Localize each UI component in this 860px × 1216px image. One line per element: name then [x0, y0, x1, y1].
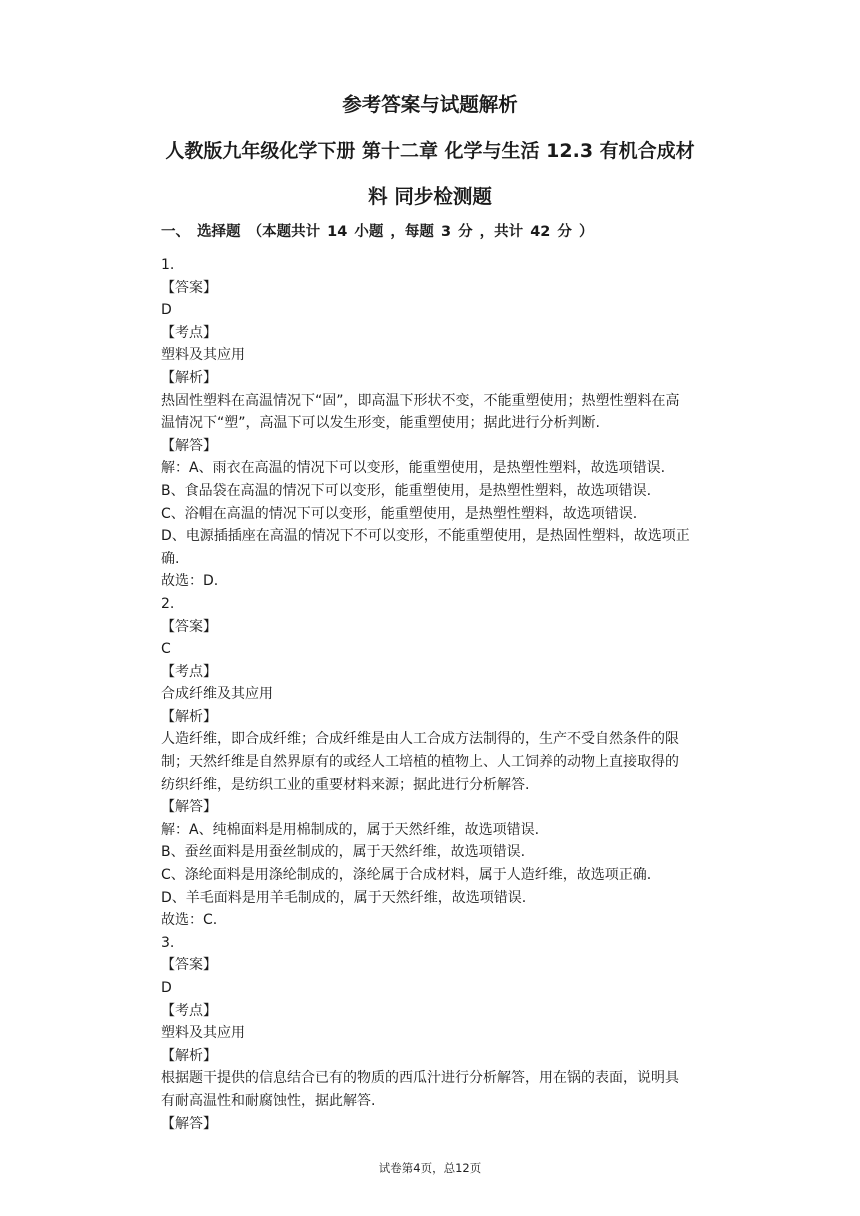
page-footer: 试卷第4页，总12页	[378, 1161, 482, 1175]
content-line: 确.	[161, 550, 180, 567]
content-line: D、羊毛面料是用羊毛制成的，属于天然纤维，故选项错误.	[161, 889, 527, 906]
title-block	[0, 82, 860, 220]
content-line: 【答案】	[161, 279, 217, 296]
content-line: 2.	[161, 595, 175, 612]
content-line: 【解析】	[161, 708, 217, 725]
content-line: 塑料及其应用	[161, 347, 245, 364]
content-line: C、浴帽在高温的情况下可以变形，能重塑使用，是热塑性塑料，故选项错误.	[161, 505, 638, 522]
content-line: 【解析】	[161, 369, 217, 386]
document-title: 参考答案与试题解析	[342, 93, 518, 116]
content-line: D、电源插插座在高温的情况下不可以变形，不能重塑使用，是热固性塑料，故选项正	[161, 528, 690, 545]
content-line: 3.	[161, 934, 175, 951]
content-line: C	[161, 641, 171, 658]
content-line: 故选：C.	[161, 912, 218, 929]
content-line: 温情况下“塑”，高温下可以发生形变，能重塑使用；据此进行分析判断.	[161, 415, 600, 432]
content-line: 【考点】	[161, 663, 217, 680]
content-line: 纺织纤维，是纺织工业的重要材料来源；据此进行分析解答.	[161, 776, 530, 793]
section-heading: 一、 选择题 （本题共计 14 小题 ，每题 3 分 ，共计 42 分 ）	[161, 224, 594, 240]
content-line: 【考点】	[161, 1002, 217, 1019]
content-line: 解：A、纯棉面料是用棉制成的，属于天然纤维，故选项错误.	[161, 821, 540, 838]
answer-content	[161, 254, 751, 1135]
content-line: 有耐高温性和耐腐蚀性，据此解答.	[161, 1092, 376, 1109]
content-line: 根据题干提供的信息结合已有的物质的西瓜汁进行分析解答，用在锅的表面，说明具	[161, 1070, 679, 1087]
content-line: B、蚕丝面料是用蚕丝制成的，属于天然纤维，故选项错误.	[161, 844, 526, 861]
content-line: 人造纤维，即合成纤维；合成纤维是由人工合成方法制得的，生产不受自然条件的限	[161, 731, 679, 748]
content-line: 制；天然纤维是自然界原有的或经人工培植的植物上、人工饲养的动物上直接取得的	[161, 754, 679, 771]
content-line: C、涤纶面料是用涤纶制成的，涤纶属于合成材料，属于人造纤维，故选项正确.	[161, 867, 652, 884]
content-line: 合成纤维及其应用	[161, 686, 273, 703]
content-line: 【答案】	[161, 618, 217, 635]
document-subtitle-line-2: 料 同步检测题	[368, 185, 492, 208]
content-line: 故选：D.	[161, 573, 219, 590]
content-line: 【解答】	[161, 1115, 217, 1132]
content-line: 1.	[161, 257, 175, 273]
content-line: 【解析】	[161, 1047, 217, 1064]
content-line: 塑料及其应用	[161, 1025, 245, 1042]
content-line: D	[161, 980, 172, 996]
content-line: 【解答】	[161, 437, 217, 454]
content-line: 热固性塑料在高温情况下“固”，即高温下形状不变，不能重塑使用；热塑性塑料在高	[161, 392, 680, 409]
content-line: 【解答】	[161, 799, 217, 816]
document-subtitle-line-1: 人教版九年级化学下册 第十二章 化学与生活 12.3 有机合成材	[165, 140, 695, 162]
content-line: 【答案】	[161, 957, 217, 974]
content-line: B、食品袋在高温的情况下可以变形，能重塑使用，是热塑性塑料，故选项错误.	[161, 482, 652, 499]
content-line: 解：A、雨衣在高温的情况下可以变形，能重塑使用，是热塑性塑料，故选项错误.	[161, 460, 666, 477]
content-line: D	[161, 302, 172, 319]
content-line: 【考点】	[161, 324, 217, 341]
